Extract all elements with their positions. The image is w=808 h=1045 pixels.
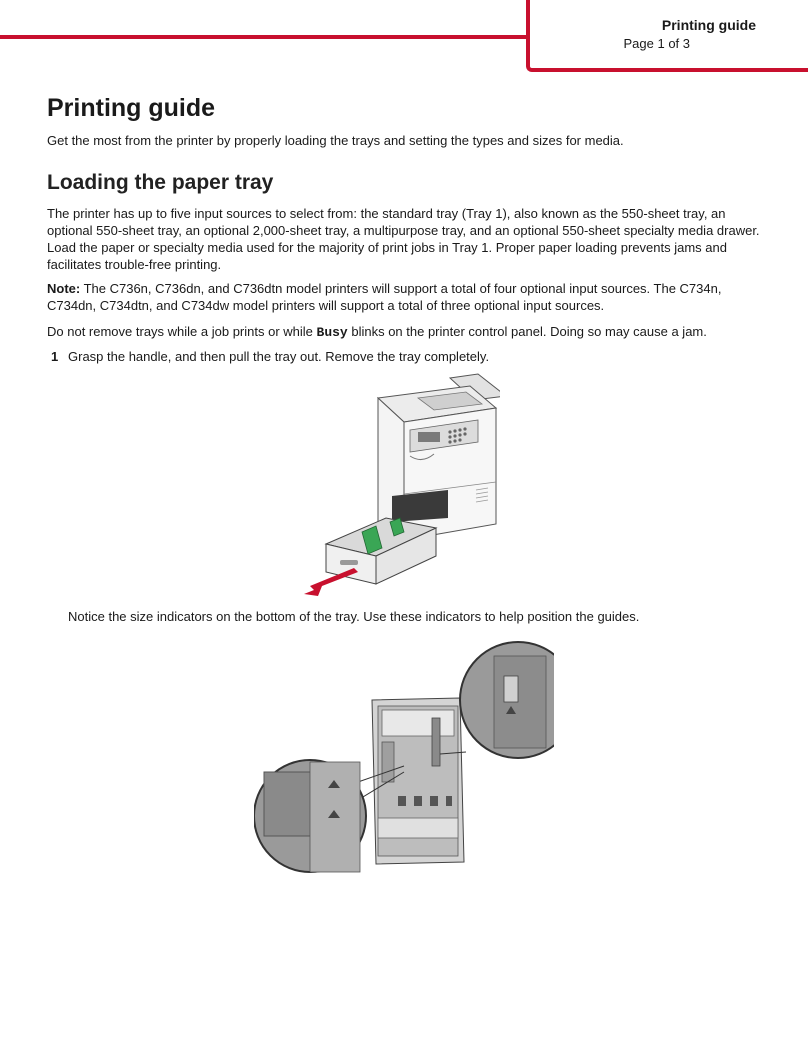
header-rule bbox=[0, 35, 528, 39]
intro-text: Get the most from the printer by properly loading the trays and setting the types and sizes for media. bbox=[47, 133, 624, 148]
size-indicator-illustration bbox=[254, 640, 554, 876]
header-title: Printing guide bbox=[661, 17, 756, 33]
length-guide bbox=[382, 742, 394, 782]
width-guide bbox=[432, 718, 440, 766]
zoom-right-indicator bbox=[504, 676, 518, 702]
note-label: Note: bbox=[47, 281, 81, 296]
page-title: Printing guide bbox=[47, 94, 216, 122]
tray-front-edge bbox=[378, 818, 458, 838]
tray-handle bbox=[340, 560, 358, 565]
note-text: The C736n, C736dn, and C736dtn model printers will support a total of four optional input sources. The C734n, C734dn, C734dtn, and C734dw model printers will support a total of three optional input sources. bbox=[47, 281, 722, 313]
step-number: 1 bbox=[51, 349, 59, 364]
paragraph-input-sources: The printer has up to five input sources to select from: the standard tray (Tray 1), also known as the 550-sheet tray, an optional 550-sheet tray, an optional 2,000-sheet tray, a multipurpose tray, and an optional 550-sheet specialty media drawer. Load the paper or specialty media used for the majority of print jobs in Tray 1. Proper paper loading prevents jams and facilitates trouble-free printing. bbox=[47, 206, 760, 272]
header-page-number: Page 1 of 3 bbox=[623, 36, 690, 51]
warning-text-before: Do not remove trays while a job prints or while bbox=[47, 324, 317, 339]
tray-rear-guide bbox=[382, 710, 454, 736]
step-text: Grasp the handle, and then pull the tray out. Remove the tray completely. bbox=[68, 349, 490, 364]
busy-code: Busy bbox=[316, 325, 348, 340]
printer-tray-illustration bbox=[300, 372, 500, 598]
warning-text-after: blinks on the printer control panel. Doing so may cause a jam. bbox=[347, 324, 707, 339]
panel-display bbox=[418, 432, 440, 442]
section-title: Loading the paper tray bbox=[47, 171, 274, 194]
warning-paragraph bbox=[47, 323, 765, 341]
note-paragraph bbox=[47, 280, 765, 314]
zoom-right-panel bbox=[494, 656, 546, 748]
notice-text: Notice the size indicators on the bottom of the tray. Use these indicators to help position the guides. bbox=[68, 609, 640, 624]
